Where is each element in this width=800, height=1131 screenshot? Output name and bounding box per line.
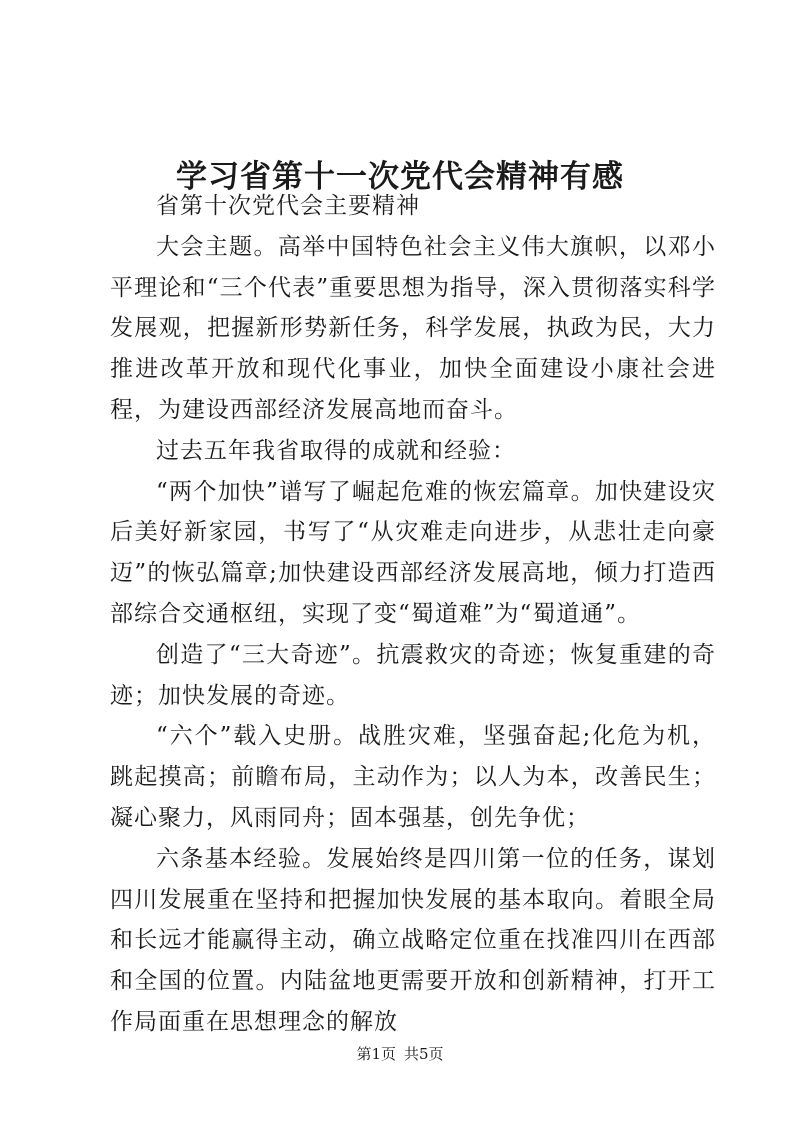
paragraph-six-records: “六个”载入史册。战胜灾难，坚强奋起;化危为机，跳起摸高；前瞻布局，主动作为；以人为本，改善民生；凝心聚力，风雨同舟；固本强基，创先争优； <box>110 723 716 831</box>
page-number: 第1页 <box>356 1045 396 1063</box>
paragraph-two-accelerations: “两个加快”谱写了崛起危难的恢宏篇章。加快建设灾后美好新家园，书写了“从灾难走向进步，从悲壮走向豪迈”的恢弘篇章;加快建设西部经济发展高地，倾力打造西部综合交通枢纽，实现了变“蜀道难”为“蜀道通”。 <box>110 478 716 627</box>
paragraph-theme: 大会主题。高举中国特色社会主义伟大旗帜，以邓小平理论和“三个代表”重要思想为指导，深入贯彻落实科学发展观，把握新形势新任务，科学发展，执政为民，大力推进改革开放和现代化事业，加快全面建设小康社会进程，为建设西部经济发展高地而奋斗。 <box>110 233 716 423</box>
paragraph-heading: 省第十次党代会主要精神 <box>156 193 420 219</box>
paragraph-achievements-intro: 过去五年我省取得的成就和经验： <box>156 437 516 464</box>
page-total: 共5页 <box>404 1045 444 1063</box>
document-title: 学习省第十一次党代会精神有感 <box>176 158 624 195</box>
document-body <box>110 186 716 1043</box>
page-footer <box>0 1044 800 1064</box>
paragraph-six-experiences: 六条基本经验。发展始终是四川第一位的任务，谋划四川发展重在坚持和把握加快发展的基本取向。着眼全局和长远才能赢得主动，确立战略定位重在找准四川在西部和全国的位置。内陆盆地更需要开放和创新精神，打开工作局面重在思想理念的解放 <box>110 845 716 1035</box>
paragraph-three-miracles: 创造了“三大奇迹”。抗震救灾的奇迹；恢复重建的奇迹；加快发展的奇迹。 <box>110 641 716 709</box>
